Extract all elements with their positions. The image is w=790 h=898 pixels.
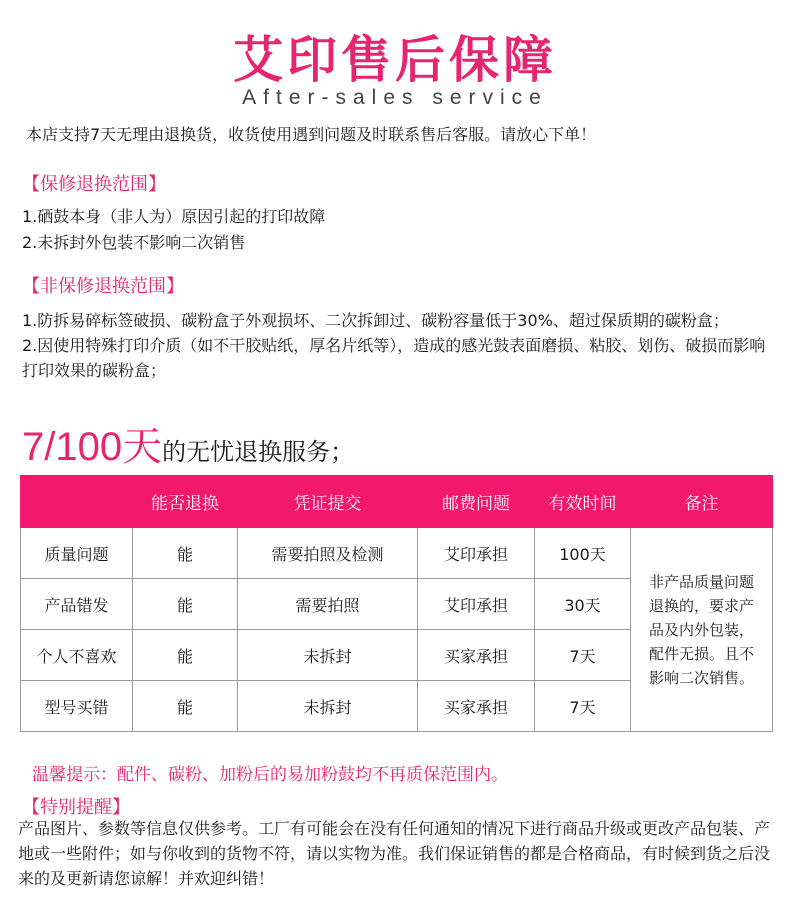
table-cell: 买家承担 [418, 630, 535, 681]
table-cell: 能 [133, 681, 238, 732]
table-cell: 艾印承担 [418, 528, 535, 579]
non-warranty-list [22, 308, 772, 383]
warranty-item: 2.未拆封外包装不影响二次销售 [22, 233, 246, 252]
promise-days: 7/100天 [22, 425, 163, 469]
table-header-cell: 能否退换 [133, 476, 238, 528]
table-cell: 7天 [535, 630, 631, 681]
table-cell: 30天 [535, 579, 631, 630]
page-subtitle: After-sales service [242, 86, 548, 109]
table-header-row [21, 476, 773, 528]
table-cell: 能 [133, 579, 238, 630]
table-row [21, 528, 773, 579]
table-cell: 能 [133, 528, 238, 579]
non-warranty-item: 2.因使用特殊打印介质（如不干胶贴纸，厚名片纸等），造成的感光鼓表面磨损、粘胶、划伤、破损而影响打印效果的碳粉盒； [22, 336, 766, 380]
special-heading: 【特别提醒】 [22, 797, 130, 818]
table-cell: 艾印承担 [418, 579, 535, 630]
table-cell: 产品错发 [21, 579, 133, 630]
page-title: 艾印售后保障 [233, 31, 557, 89]
service-table [20, 475, 773, 732]
table-cell: 买家承担 [418, 681, 535, 732]
promise-text: 的无忧退换服务； [162, 438, 355, 466]
table-cell: 需要拍照 [238, 579, 418, 630]
table-header-cell: 有效时间 [535, 476, 631, 528]
table-cell: 个人不喜欢 [21, 630, 133, 681]
table-header-cell: 邮费问题 [418, 476, 535, 528]
table-note: 非产品质量问题退换的，要求产品及内外包装，配件无损。且不影响二次销售。 [631, 528, 773, 732]
table-header-cell: 备注 [631, 476, 773, 528]
table-header-cell [21, 476, 133, 528]
table-cell: 未拆封 [238, 681, 418, 732]
special-body: 产品图片、参数等信息仅供参考。工厂有可能会在没有任何通知的情况下进行商品升级或更改产品包装、产地或一些附件；如与你收到的货物不符，请以实物为准。我们保证销售的都是合格商品，有时候到货之后没来的及更新请您谅解！并欢迎纠错！ [18, 819, 771, 888]
warranty-heading: 【保修退换范围】 [22, 174, 166, 195]
table-cell: 7天 [535, 681, 631, 732]
warranty-item: 1.硒鼓本身（非人为）原因引起的打印故障 [22, 207, 326, 226]
table-header-cell: 凭证提交 [238, 476, 418, 528]
warranty-list [22, 204, 772, 256]
non-warranty-heading: 【非保修退换范围】 [22, 276, 184, 297]
non-warranty-item: 1.防拆易碎标签破损、碳粉盒子外观损坏、二次拆卸过、碳粉容量低于30%、超过保质期的碳粉盒； [22, 311, 729, 330]
table-cell: 100天 [535, 528, 631, 579]
warm-tip: 温馨提示：配件、碳粉、加粉后的易加粉鼓均不再质保范围内。 [32, 765, 508, 785]
intro-text: 本店支持7天无理由退换货，收货使用遇到问题及时联系售后客服。请放心下单！ [26, 125, 597, 144]
table-cell: 未拆封 [238, 630, 418, 681]
table-cell: 质量问题 [21, 528, 133, 579]
table-cell: 型号买错 [21, 681, 133, 732]
table-cell: 能 [133, 630, 238, 681]
table-cell: 需要拍照及检测 [238, 528, 418, 579]
promise-line [22, 415, 354, 472]
